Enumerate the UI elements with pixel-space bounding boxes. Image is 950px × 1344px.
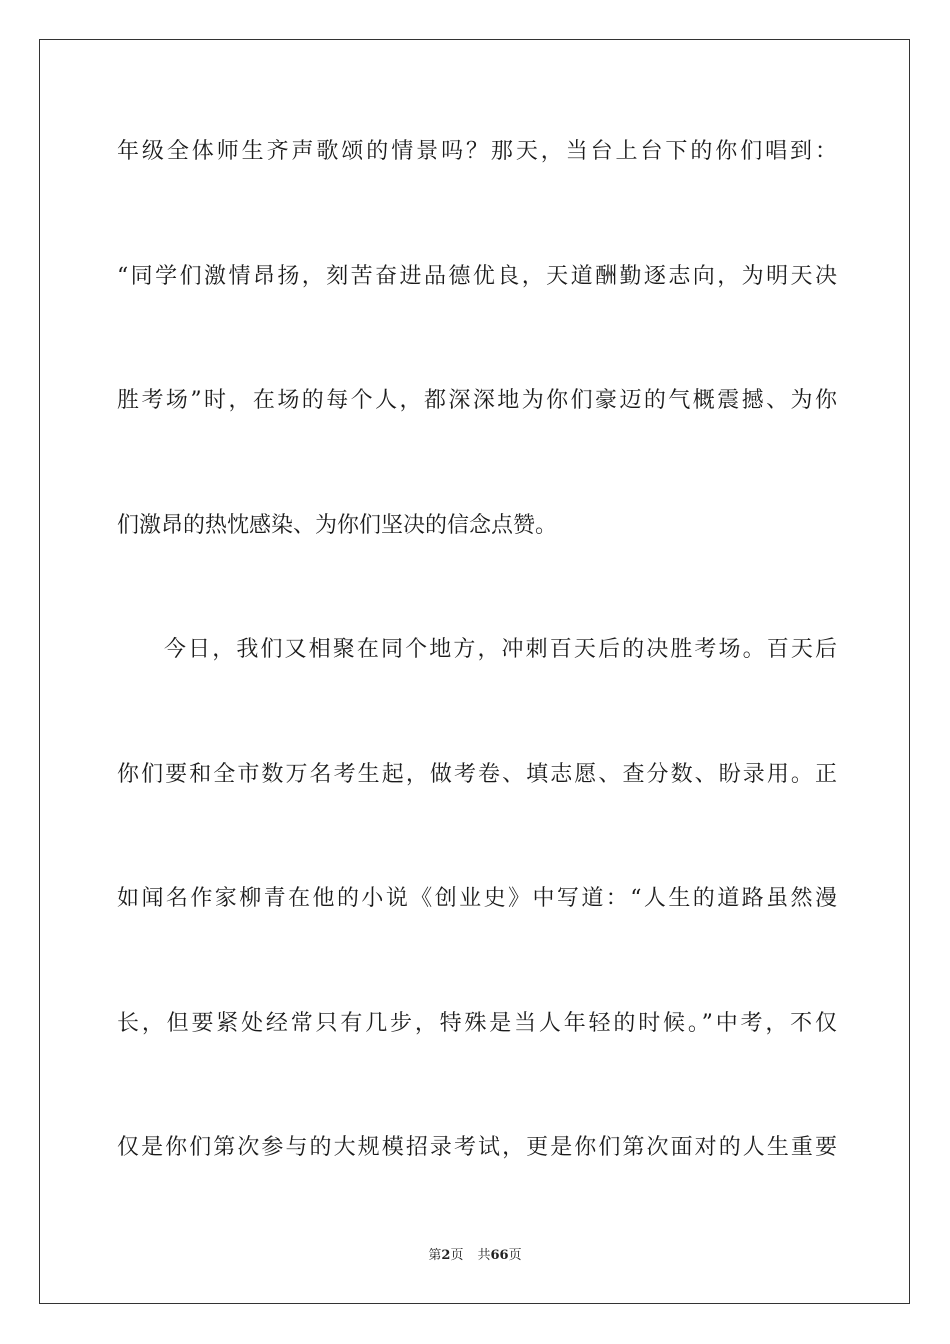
- total-prefix: 共: [477, 1248, 491, 1263]
- page-border: [39, 39, 910, 1304]
- text-line-6: 你们要和全市数万名考生起，做考卷、填志愿、查分数、盼录用。正: [117, 762, 837, 787]
- text-line-8: 长，但要紧处经常只有几步，特殊是当人年轻的时候。”中考，不仅: [117, 1011, 837, 1036]
- text-line-9: 仅是你们第次参与的大规模招录考试，更是你们第次面对的人生重要: [117, 1135, 837, 1160]
- page-suffix: 页: [450, 1248, 464, 1263]
- page-footer: [0, 1247, 950, 1265]
- page-prefix: 第: [428, 1248, 442, 1263]
- text-line-2: “同学们激情昂扬，刻苦奋进品德优良，天道酬勤逐志向，为明天决: [117, 264, 837, 289]
- text-line-7: 如闻名作家柳青在他的小说《创业史》中写道：“人生的道路虽然漫: [117, 886, 837, 911]
- text-line-5: 今日，我们又相聚在同个地方，冲刺百天后的决胜考场。百天后: [164, 637, 837, 662]
- text-line-1: 年级全体师生齐声歌颂的情景吗？那天，当台上台下的你们唱到：: [117, 139, 837, 164]
- page-number: 2: [441, 1248, 451, 1263]
- text-line-3: 胜考场”时，在场的每个人，都深深地为你们豪迈的气概震撼、为你: [117, 388, 837, 413]
- total-suffix: 页: [508, 1248, 522, 1263]
- total-pages: 66: [490, 1248, 509, 1263]
- text-line-4: 们激昂的热忱感染、为你们坚决的信念点赞。: [117, 513, 558, 538]
